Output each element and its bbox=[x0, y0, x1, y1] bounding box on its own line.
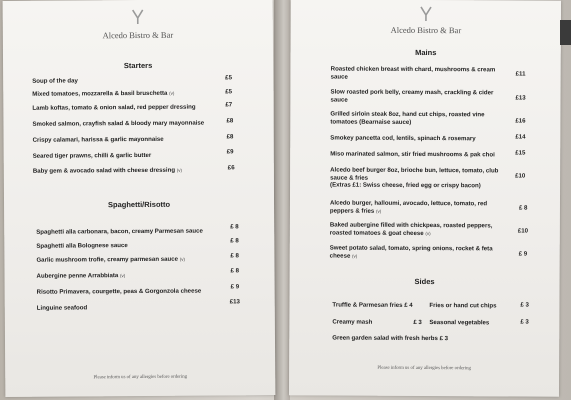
menu-item-price: £5 bbox=[225, 74, 232, 82]
side-item-price: £ 3 bbox=[520, 301, 529, 309]
left-menu-page bbox=[3, 0, 276, 397]
menu-item-price: £6 bbox=[227, 164, 235, 172]
menu-item: Slow roasted pork belly, creamy mash, crackling & cider sauce bbox=[330, 88, 494, 104]
menu-item: Alcedo beef burger 8oz, brioche bun, lettuce, tomato, club sauce & fries (Extras £1: Swiss cheese, fried egg or crispy bacon) bbox=[330, 166, 499, 190]
side-item: Creamy mash bbox=[332, 318, 373, 326]
menu-item: Miso marinated salmon, stir fried mushrooms & pak choi bbox=[330, 150, 495, 159]
menu-item: Smokey pancetta cod, lentils, spinach & rosemary bbox=[330, 134, 476, 143]
menu-item: Linguine seafood bbox=[36, 304, 88, 312]
allergy-note: Please inform us of any allergies before ordering bbox=[93, 374, 188, 381]
kingfisher-logo-icon bbox=[419, 6, 433, 22]
background-object bbox=[560, 20, 571, 45]
menu-item-price: £ 8 bbox=[230, 267, 240, 275]
right-menu-page bbox=[289, 0, 561, 397]
menu-item: Grilled sirloin steak 8oz, hand cut chips, roasted vine tomatoes (Bearnaise sauce) bbox=[330, 110, 485, 126]
brand-name: Alcedo Bistro & Bar bbox=[390, 24, 462, 36]
side-item-price: £ 3 bbox=[520, 318, 529, 326]
menu-item: Spaghetti alla Bolognese sauce bbox=[36, 242, 128, 250]
menu-item: Soup of the day bbox=[32, 77, 78, 85]
menu-item: Alcedo burger, halloumi, avocado, lettuce, tomato, red peppers & fries (v) bbox=[329, 199, 488, 215]
menu-item: Seared tiger prawns, chilli & garlic butter bbox=[32, 151, 152, 160]
menu-item-price: £13 bbox=[515, 94, 526, 102]
menu-item-price: £15 bbox=[515, 149, 526, 157]
menu-item: Risotto Primavera, courgette, peas & Gorgonzola cheese bbox=[36, 287, 202, 296]
section-title-spaghetti-risotto: Spaghetti/Risotto bbox=[107, 199, 171, 210]
side-item: Seasonal vegetables bbox=[429, 319, 490, 327]
menu-item-price: £8 bbox=[226, 133, 234, 141]
page-gap bbox=[274, 0, 290, 400]
allergy-note: Please inform us of any allergies before ordering bbox=[377, 365, 471, 372]
menu-item: Roasted chicken breast with chard, mushrooms & cream sauce bbox=[330, 65, 496, 81]
menu-item-price: £ 9 bbox=[518, 250, 528, 258]
menu-item: Sweet potato salad, tomato, spring onions, rocket & feta cheese (v) bbox=[329, 244, 493, 260]
menu-item: Baked aubergine filled with chickpeas, roasted peppers, roasted tomatoes & goat cheese (v) bbox=[329, 221, 493, 237]
menu-item: Crispy calamari, harissa & garlic mayonnaise bbox=[32, 135, 164, 144]
menu-item-price: £ 8 bbox=[230, 237, 239, 245]
menu-item: Spaghetti alla carbonara, bacon, creamy Parmesan sauce bbox=[36, 227, 203, 236]
kingfisher-logo-icon bbox=[131, 9, 145, 25]
menu-item: Smoked salmon, crayfish salad & bloody mary mayonnaise bbox=[32, 119, 205, 128]
menu-item-price: £ 8 bbox=[518, 204, 528, 212]
menu-item: Baby gem & avocado salad with cheese dressing (v) bbox=[32, 166, 183, 175]
menu-item-price: £16 bbox=[515, 117, 526, 125]
menu-item-price: £ 9 bbox=[230, 283, 240, 291]
menu-item-price: £9 bbox=[226, 148, 234, 156]
menu-item-price: £11 bbox=[515, 70, 526, 78]
side-item: Fries or hand cut chips bbox=[429, 302, 497, 310]
menu-item: Mixed tomatoes, mozzarella & basil bruschetta (v) bbox=[32, 89, 175, 98]
menu-item: Lamb koftas, tomato & onion salad, red pepper dressing bbox=[32, 103, 196, 112]
section-title-starters: Starters bbox=[123, 60, 153, 71]
menu-item-price: £8 bbox=[226, 117, 234, 125]
section-title-sides: Sides bbox=[414, 276, 435, 287]
menu-item: Aubergine penne Arrabbiata (v) bbox=[36, 272, 126, 280]
menu-item-price: £13 bbox=[229, 298, 240, 306]
side-item: Truffle & Parmesan fries £ 4 bbox=[332, 301, 413, 309]
menu-item-price: £5 bbox=[225, 88, 233, 96]
brand-name: Alcedo Bistro & Bar bbox=[102, 29, 174, 41]
menu-item-price: £7 bbox=[225, 101, 233, 109]
menu-item-price: £10 bbox=[517, 227, 529, 235]
menu-item: Garlic mushroom trofie, creamy parmesan sauce (v) bbox=[36, 255, 185, 264]
menu-item-price: £14 bbox=[515, 133, 526, 141]
menu-item-price: £ 8 bbox=[230, 223, 239, 231]
menu-item-price: £10 bbox=[515, 172, 526, 180]
side-item: Green garden salad with fresh herbs £ 3 bbox=[332, 334, 449, 343]
section-title-mains: Mains bbox=[415, 47, 437, 58]
side-item-price: £ 3 bbox=[413, 318, 422, 326]
menu-item-price: £ 8 bbox=[230, 252, 239, 260]
